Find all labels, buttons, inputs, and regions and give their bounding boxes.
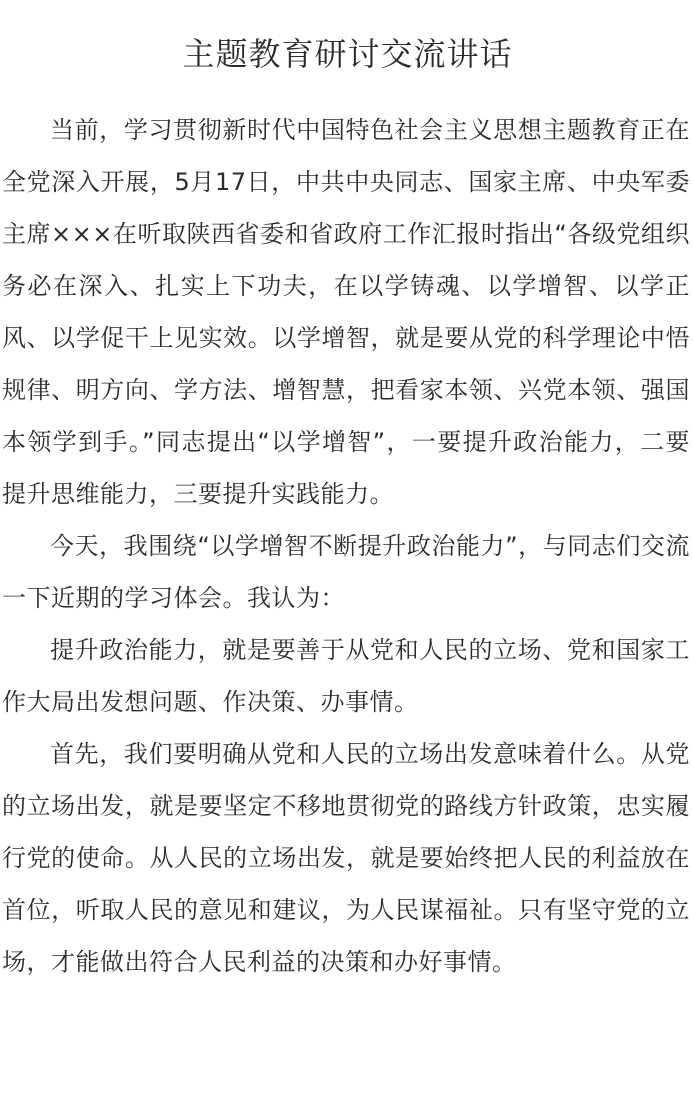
document-title: 主题教育研讨交流讲话 [182,35,513,73]
paragraph-4: 首先，我们要明确从党和人民的立场出发意味着什么。从党的立场出发，就是要坚定不移地贯彻党的路线方针政策，忠实履行党的使命。从人民的立场出发，就是要始终把人民的利益放在首位，听取人民的意见和建议，为人民谋福祉。只有坚守党的立场，才能做出符合人民利益的决策和办好事情。 [2,740,690,976]
document-body [2,104,690,988]
paragraph-1: 当前，学习贯彻新时代中国特色社会主义思想主题教育正在全党深入开展，5月17日，中共中央同志、国家主席、中央军委主席×××在听取陕西省委和省政府工作汇报时指出“各级党组织务必在深入、扎实上下功夫，在以学铸魂、以学增智、以学正风、以学促干上见实效。以学增智，就是要从党的科学理论中悟规律、明方向、学方法、增智慧，把看家本领、兴党本领、强国本领学到手。”同志提出“以学增智”，一要提升政治能力，二要提升思维能力，三要提升实践能力。 [2,116,690,508]
paragraph-3: 提升政治能力，就是要善于从党和人民的立场、党和国家工作大局出发想问题、作决策、办事情。 [2,636,690,716]
paragraph-2: 今天，我围绕“以学增智不断提升政治能力”，与同志们交流一下近期的学习体会。我认为： [2,532,690,612]
